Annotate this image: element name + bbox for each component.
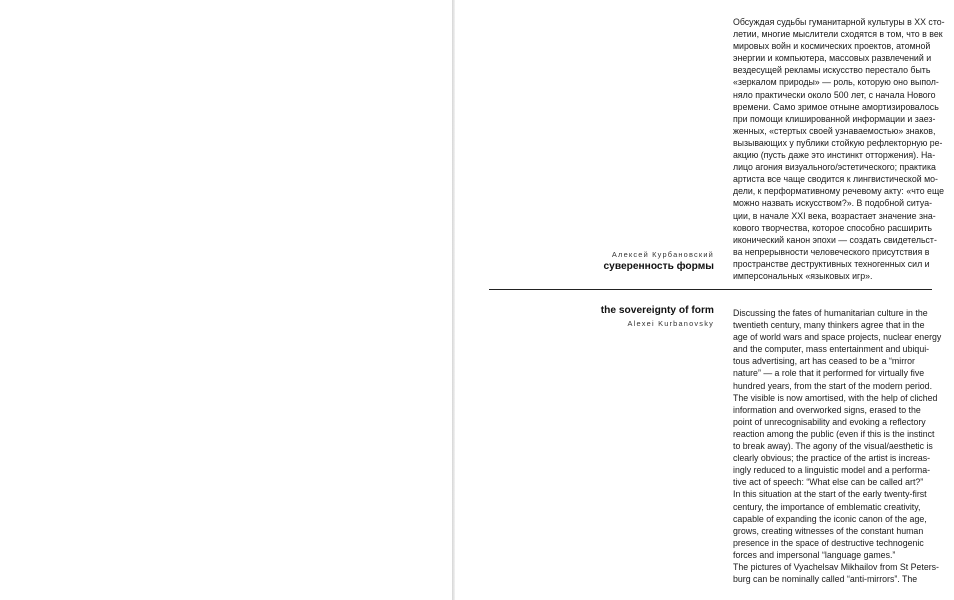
body-line: вездесущей рекламы искусство перестало быть: [733, 65, 931, 76]
body-line: nature” — a role that it performed for virtually five: [733, 368, 925, 379]
body-line: летии, многие мыслители сходятся в том, что в век: [733, 29, 943, 40]
english-title: the sovereignty of form: [600, 305, 714, 316]
body-line: and the computer, mass entertainment and ubiqui-: [733, 344, 930, 355]
body-line: twentieth century, many thinkers agree that in the: [733, 320, 925, 331]
body-line: лицо агония визуального/эстетического; практика: [733, 162, 936, 173]
body-line: пространстве деструктивных техногенных сил и: [733, 258, 930, 269]
body-line: можно назвать искусством?». В подобной ситуа-: [733, 198, 933, 209]
body-line: акцию (пусть даже это инстинкт отторжения). На-: [733, 150, 936, 161]
body-line: The visible is now amortised, with the help of cliched: [733, 392, 938, 403]
body-line: иконический канон эпохи — создать свидетельст-: [733, 234, 937, 245]
body-line: reaction among the public (even if this is the instinct: [733, 428, 935, 439]
body-line: ва непрерывности человеческого присутствия в: [733, 246, 930, 257]
body-line: энергии и компьютера, массовых развлечений и: [733, 53, 932, 64]
body-line: tous advertising, art has ceased to be a “mirror: [733, 356, 915, 367]
body-line: presence in the space of destructive technogenic: [733, 537, 924, 548]
body-line: information and overworked signs, erased to the: [733, 404, 921, 415]
russian-body-text: [733, 16, 945, 282]
russian-author: Алексей Курбановский: [611, 250, 714, 259]
body-line: to break away). The agony of the visual/aesthetic is: [733, 441, 933, 452]
body-line: времени. Само зримое отныне амортизировалось: [733, 101, 939, 112]
body-line: age of world wars and space projects, nuclear energy: [733, 332, 942, 343]
body-line: capable of expanding the iconic canon of the age,: [733, 513, 927, 524]
russian-title: суверенность формы: [603, 261, 714, 272]
body-line: burg can be nominally called “anti-mirrors”. The: [733, 574, 918, 585]
body-line: forces and impersonal “language games.”: [733, 549, 896, 560]
body-line: point of unrecognisability and evoking a reflectory: [733, 416, 926, 427]
body-line: дели, к перформативному речевому акту: «что еще: [733, 186, 944, 197]
body-line: «зеркалом природы» — роль, которую оно выпол-: [733, 77, 939, 88]
section-divider: [489, 289, 932, 290]
body-line: Обсуждая судьбы гуманитарной культуры в XX сто-: [733, 17, 945, 27]
body-line: ingly reduced to a linguistic model and a performa-: [733, 465, 931, 476]
english-author: Alexei Kurbanovsky: [627, 319, 714, 328]
body-line: hundred years, from the start of the modern period.: [733, 380, 933, 391]
body-line: вызывающих у публики стойкую рефлекторную ре-: [733, 137, 943, 148]
body-line: grows, creating witnesses of the constant human: [733, 525, 924, 536]
body-line: The pictures of Vyachelsav Mikhailov from St Peters-: [733, 561, 939, 572]
body-line: женных, «стертых своей узнаваемостью» знаков,: [733, 125, 936, 136]
body-line: clearly obvious; the practice of the artist is increas-: [733, 453, 931, 464]
body-line: няло практически около 500 лет, с начала Нового: [733, 89, 936, 100]
body-line: артиста все чаще сводится к лингвистической мо-: [733, 174, 938, 185]
body-line: мировых войн и космических проектов, атомной: [733, 41, 931, 52]
body-line: Discussing the fates of humanitarian culture in the: [733, 308, 928, 318]
body-line: century, the importance of emblematic creativity,: [733, 501, 921, 512]
body-line: при помощи клишированной информации и заез-: [733, 113, 936, 124]
body-line: кового творчества, которое способно расширить: [733, 222, 932, 233]
body-line: In this situation at the start of the early twenty-first: [733, 489, 927, 500]
english-body-text: [733, 307, 941, 585]
body-line: ции, в начале XXI века, возрастает значение зна-: [733, 210, 936, 221]
body-line: tive act of speech: “What else can be called art?”: [733, 477, 924, 488]
body-line: имперсональных «языковых игр».: [733, 270, 873, 281]
left-page: [0, 0, 452, 600]
